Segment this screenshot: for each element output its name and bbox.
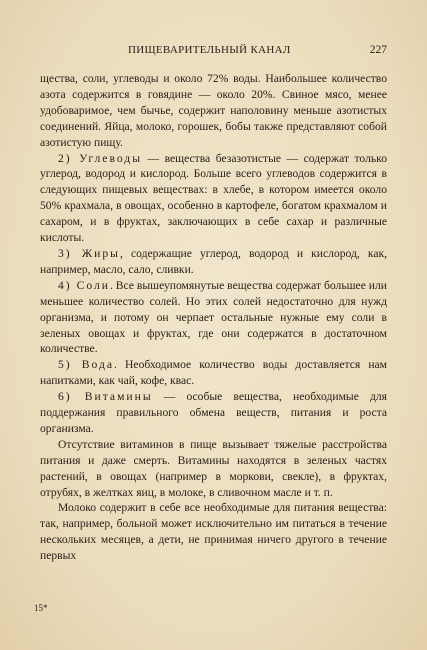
running-head: ПИЩЕВАРИТЕЛЬНЫЙ КАНАЛ <box>128 44 291 56</box>
paragraph-fats <box>40 246 387 278</box>
term-water: 5) Вода <box>58 358 115 372</box>
paragraph-carbohydrates <box>40 151 387 246</box>
paragraph-text: , содержащие углерод, водород и кислород, как, например, масло, сало, сливки. <box>40 246 387 276</box>
paragraph-water <box>40 357 387 389</box>
paragraph-salts <box>40 278 387 358</box>
page-number: 227 <box>369 44 387 56</box>
term-salts: 4) Соли <box>58 278 110 292</box>
paragraph-vitamin-deficiency <box>40 437 387 501</box>
paragraph-text: щества, соли, углеводы и около 72% воды. Наибольшее количество азота содержится в говядине — около 20%. Свиное мясо, менее удобоваримое, чем бычье, содержит наполовину меньше азотистых соединений. Яйца, молоко, горошек, бобы также представляют собой азотистую пищу. <box>40 72 387 149</box>
body-text <box>40 71 387 564</box>
paragraph-text: — особые вещества, необходимые для поддержания правильного обмена веществ, питания и роста организма. <box>40 390 387 435</box>
paragraph-text: . Все вышеупомянутые вещества содержат большее или меньшее количество солей. Но этих солей недостаточно для нужд организма, и потому он черпает остальные нужные ему соли в зеленых овощах и фруктах, где они содержатся в достаточном количестве. <box>40 278 387 356</box>
paragraph-text: . Необходимое количество воды доставляется нам напитками, как чай, кофе, квас. <box>40 358 388 388</box>
term-fats: 3) Жиры <box>58 246 120 260</box>
paragraph-proteins-continued <box>40 71 387 151</box>
term-vitamins: 6) Витамины <box>58 390 153 404</box>
paragraph-text: Молоко содержит в себе все необходимые для питания вещества: так, например, больной может исключительно им питаться в течение нескольких месяцев, а дети, не принимая ничего другого в течение первых <box>40 501 387 563</box>
page-header <box>0 44 427 60</box>
paragraph-text: Отсутствие витаминов в пище вызывает тяжелые расстройства питания и даже смерть. Витамины находятся в зеленых частях растений, в овощах (например в моркови, свекле), в фруктах, отрубях, в желтках яиц, в молоке, в сливочном масле и т. п. <box>40 437 387 499</box>
printer-signature: 15* <box>34 603 48 613</box>
paragraph-milk <box>40 500 387 564</box>
paragraph-text: — вещества безазотистые — содержат только углерод, водород и кислород. Больше всего углеводов содержится в следующих пищевых веществах: в хлебе, в котором имеется около 50% крахмала, в овощах, особенно в картофеле, богатом крахмалом и сахаром, и в фруктах, заключающих в себе сахар и различные кислоты. <box>40 151 387 245</box>
term-carbohydrates: 2) Углеводы <box>58 151 142 165</box>
paragraph-vitamins <box>40 389 387 437</box>
